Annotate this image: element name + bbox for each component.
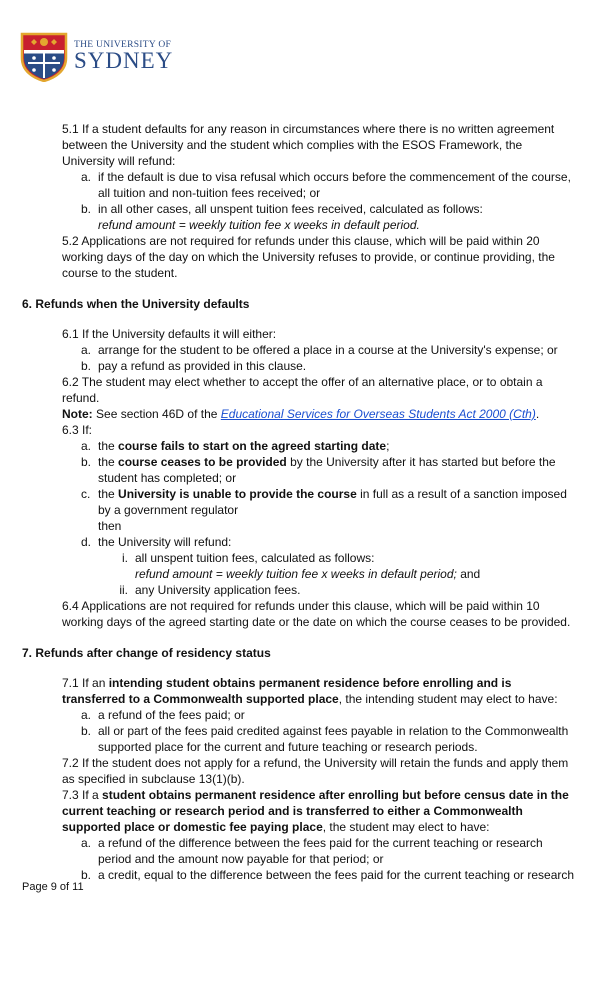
list-text: in full as a result of a sanction imposed by a government regulator [98,487,567,517]
list-marker: b. [81,359,92,373]
list-marker: b. [81,202,92,216]
list-marker: c. [81,487,91,501]
university-crest-icon [20,32,68,82]
list-item [0,454,600,486]
list-marker: a. [81,170,92,184]
note-end: . [535,407,540,421]
section-number: 6. [22,297,33,311]
list-marker: b. [81,868,92,882]
list-marker: a. [81,343,92,357]
sub-list-item [0,582,600,598]
list-item [0,201,600,233]
clause-text: , the intending student may elect to have: [338,692,558,706]
list-text: the University will refund: [98,535,232,549]
list-item [0,867,600,883]
list-item [0,723,600,755]
clause-text-bold: intending student obtains permanent residence before enrolling and is transferred to a Commonwealth supported place [62,676,512,706]
document-body [0,121,600,883]
list-item [0,358,600,374]
esos-act-link[interactable]: Educational Services for Overseas Students Act 2000 (Cth) [220,407,536,421]
clause-6-1: 6.1 If the University defaults it will either: [62,327,277,341]
clause-5-2: 5.2 Applications are not required for refunds under this clause, which will be paid within 20 working days of the day on which the University refuses to provide, or continue providing, the course to the student. [62,234,555,280]
list-text-bold: University is unable to provide the course [118,487,357,501]
clause-6-2: 6.2 The student may elect whether to accept the offer of an alternative place, or to obtain a refund. [62,375,543,405]
list-text-bold: course ceases to be provided [118,455,287,469]
list-marker: a. [81,836,92,850]
refund-formula: refund amount = weekly tuition fee x weeks in default period; [135,567,457,581]
clause-5-1: 5.1 If a student defaults for any reason in circumstances where there is no written agreement between the University and the student which complies with the ESOS Framework, the University will refund: [62,122,555,168]
refund-formula: refund amount = weekly tuition fee x weeks in default period. [98,218,420,232]
list-text: by the University after it has started but before the student has completed; or [98,455,556,485]
section-number: 7. [22,646,33,660]
list-item [0,534,600,550]
clause-text: 7.1 If an [62,676,106,690]
section-heading-6 [0,296,600,312]
note [0,406,600,422]
clause-text: 7.3 If a [62,788,99,802]
then-text: then [98,519,122,533]
clause-text: , the student may elect to have: [322,820,490,834]
list-marker: a. [81,439,92,453]
note-label: Note: [62,407,93,421]
list-marker: b. [81,455,92,469]
list-text: ; [386,439,390,453]
list-text: a credit, equal to the difference between the fees paid for the current teaching or research [98,868,575,882]
list-text: a refund of the fees paid; or [98,708,245,722]
list-marker: d. [81,535,92,549]
clause-7-3 [0,787,600,835]
logo-line-1: THE UNIVERSITY OF [74,40,172,50]
list-marker: ii. [119,583,128,597]
section-heading-7 [0,645,600,661]
list-text: any University application fees. [135,583,301,597]
clause-7-1 [0,675,600,707]
list-text: the [98,455,115,469]
list-item [0,707,600,723]
list-item [0,486,600,534]
clause-text-bold: student obtains permanent residence after enrolling but before census date in the current teaching or research period and is transferred to either a Commonwealth supported place or domestic fee paying place [62,788,569,834]
list-text-bold: course fails to start on the agreed starting date [118,439,387,453]
list-text: pay a refund as provided in this clause. [98,359,307,373]
logo-line-2: SYDNEY [74,48,174,73]
list-marker: b. [81,724,92,738]
sub-list-item [0,550,600,582]
section-title: Refunds after change of residency status [35,646,271,660]
list-item [0,169,600,201]
page-number: Page 9 of 11 [22,881,84,893]
list-text: a refund of the difference between the fees paid for the current teaching or research period and the amount now payable for that period; or [98,836,543,866]
list-text: all unspent tuition fees, calculated as follows: [135,551,375,565]
list-text: and [460,567,481,581]
list-marker: a. [81,708,92,722]
clause-7-2: 7.2 If the student does not apply for a refund, the University will retain the funds and apply them as specified in subclause 13(1)(b). [62,756,569,786]
list-text: all or part of the fees paid credited against fees payable in relation to the Commonwealth supported place for the current and future teaching or research periods. [98,724,569,754]
section-title: Refunds when the University defaults [35,297,250,311]
list-item [0,438,600,454]
list-text: arrange for the student to be offered a place in a course at the University's expense; or [98,343,558,357]
list-item [0,342,600,358]
clause-6-3: 6.3 If: [62,423,93,437]
university-logo [20,32,173,82]
list-text: the [98,439,115,453]
list-text: if the default is due to visa refusal which occurs before the commencement of the course, all tuition and non-tuition fees received; or [98,170,571,200]
list-marker: i. [122,551,128,565]
list-item [0,835,600,867]
list-text: the [98,487,115,501]
clause-6-4: 6.4 Applications are not required for refunds under this clause, which will be paid within 10 working days of the agreed starting date or the date on which the course ceases to be provided. [62,599,571,629]
list-text: in all other cases, all unspent tuition fees received, calculated as follows: [98,202,483,216]
note-text: See section 46D of the [96,407,218,421]
